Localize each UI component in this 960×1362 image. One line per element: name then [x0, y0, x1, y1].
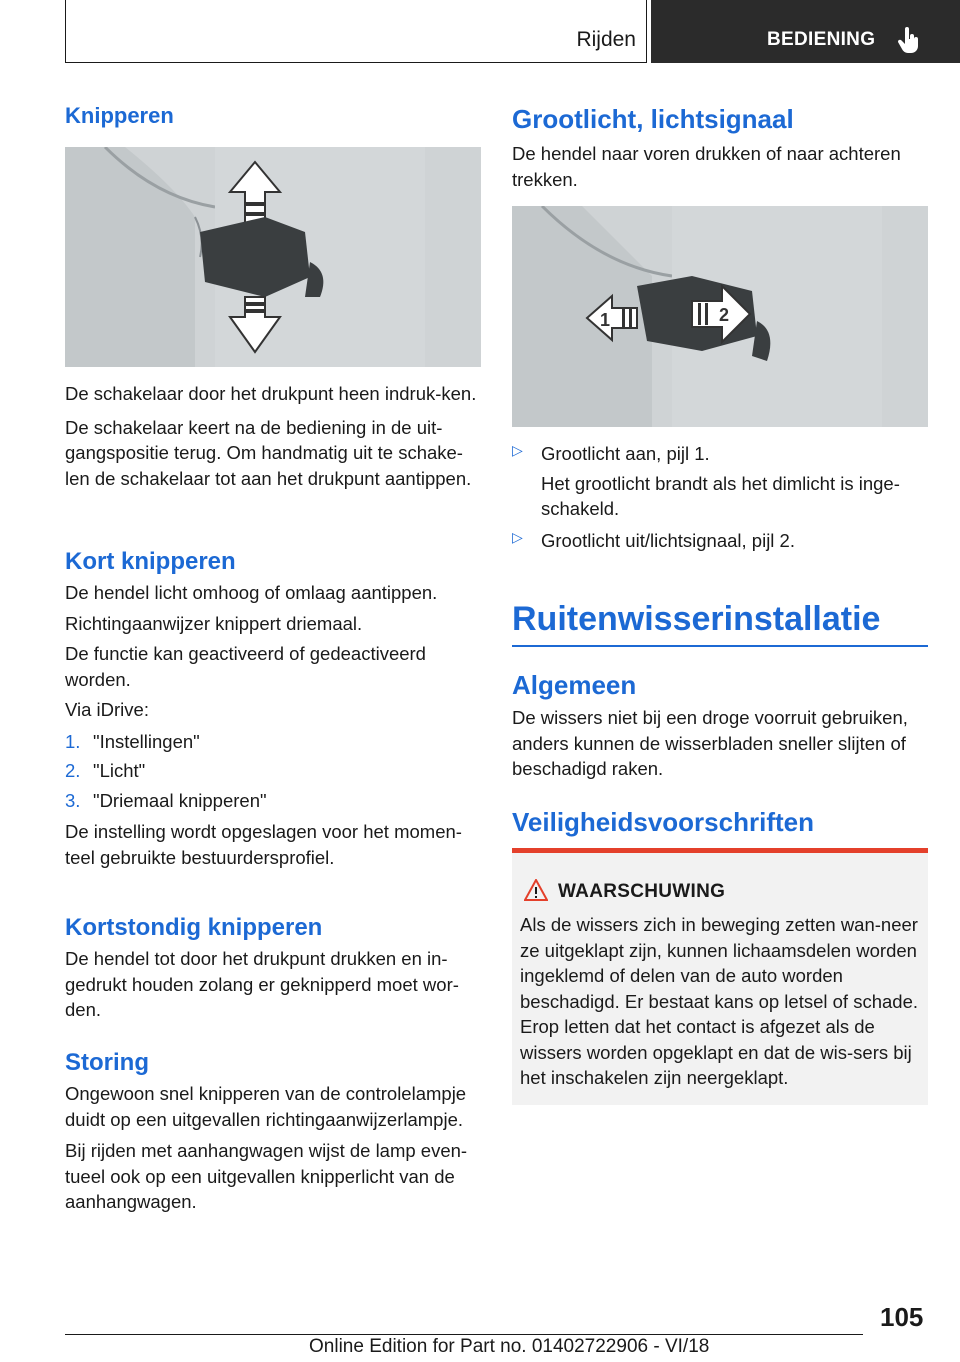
knipperen-heading: Knipperen — [65, 103, 174, 128]
storing-paragraph-1: Ongewoon snel knipperen van de controlelampje duidt op een uitgevallen richtingaanwijzerlampje. — [65, 1083, 467, 1130]
triangle-bullet-icon: ▷ — [512, 442, 523, 458]
kort-paragraph-3: De functie kan geactiveerd of gedeactiveerd worden. — [65, 643, 426, 690]
step-text: "Instellingen" — [93, 730, 200, 752]
header-chapter-label: BEDIENING — [767, 29, 876, 50]
arrow-label-1: 1 — [600, 310, 611, 330]
footer-rule — [65, 1334, 863, 1335]
knipperen-paragraph-2: De schakelaar keert na de bediening in de uit-gangspositie terug. Om handmatig uit te schake-len de schakelaar tot aan het drukpunt aantippen. — [65, 416, 472, 489]
kortstondig-heading: Kortstondig knipperen — [65, 914, 323, 941]
warning-text: Als de wissers zich in beweging zetten wan-neer ze uitgeklapt zijn, kunnen lichaamsdelen worden ingeklemd of delen van de auto worden beschadigd. Er bestaat kans op letsel of schade. Erop letten dat het contact is afgezet als de wissers worden opgeklapt en dat de wis-sers bij het inschakelen zijn neergeklapt. — [520, 914, 919, 1088]
kortstondig-paragraph-1: De hendel tot door het drukpunt drukken en in-gedrukt houden zolang er geknipperd moet wor-den. — [65, 948, 459, 1020]
veiligheid-heading: Veiligheidsvoorschriften — [512, 807, 814, 837]
kort-paragraph-1: De hendel licht omhoog of omlaag aantippen. — [65, 582, 438, 603]
turn-signal-figure — [65, 147, 481, 367]
step-number: 2. — [65, 760, 81, 781]
triangle-bullet-icon: ▷ — [512, 528, 523, 545]
bullet-subtext: Het grootlicht brandt als het dimlicht is inge-schakeld. — [541, 472, 900, 519]
kort-paragraph-5: De instelling wordt opgeslagen voor het momen-teel gebruikte bestuurdersprofiel. — [65, 821, 462, 868]
kort-knipperen-heading: Kort knipperen — [65, 548, 236, 575]
arrow-label-2: 2 — [719, 305, 730, 325]
step-number: 3. — [65, 789, 81, 811]
storing-heading: Storing — [65, 1049, 149, 1076]
list-item — [512, 441, 928, 522]
list-item — [65, 788, 481, 814]
warning-title: WAARSCHUWING — [558, 881, 726, 902]
high-beam-bullets — [512, 441, 928, 553]
header-chapter-box — [651, 0, 960, 63]
algemeen-paragraph-1: De wissers niet bij een droge voorruit gebruiken, anders kunnen de wisserbladen sneller slijten of beschadigd raken. — [512, 707, 908, 779]
kort-paragraph-4: Via iDrive: — [65, 699, 149, 720]
footer-edition: Online Edition for Part no. 01402722906 - VI/18 — [309, 1336, 710, 1357]
list-item — [65, 729, 481, 755]
header-section-box — [65, 0, 647, 63]
high-beam-illustration — [512, 206, 928, 427]
step-text: "Licht" — [93, 760, 146, 781]
ruitenwisser-heading: Ruitenwisserinstallatie — [512, 600, 881, 638]
kort-paragraph-2: Richtingaanwijzer knippert driemaal. — [65, 612, 363, 634]
idrive-steps-list — [65, 729, 481, 814]
grootlicht-paragraph-1: De hendel naar voren drukken of naar achteren trekken. — [512, 143, 901, 190]
storing-paragraph-2: Bij rijden met aanhangwagen wijst de lamp even-tueel ook op een uitgevallen knipperlicht van de aanhangwagen. — [65, 1140, 468, 1212]
algemeen-heading: Algemeen — [512, 670, 637, 700]
step-number: 1. — [65, 730, 81, 752]
bullet-text: Grootlicht aan, pijl 1. — [541, 443, 710, 464]
heading-rule — [512, 645, 928, 647]
header-section-label: Rijden — [576, 28, 636, 51]
grootlicht-heading: Grootlicht, lichtsignaal — [512, 104, 794, 134]
bullet-text: Grootlicht uit/lichtsignaal, pijl 2. — [541, 529, 795, 551]
high-beam-figure — [512, 206, 928, 427]
step-text: "Driemaal knipperen" — [93, 789, 267, 811]
hand-pointer-icon — [895, 26, 923, 54]
warning-triangle-icon — [524, 879, 548, 901]
list-item — [65, 758, 481, 784]
warning-box — [512, 848, 928, 1105]
page-number: 105 — [880, 1302, 924, 1332]
list-item — [512, 528, 928, 554]
turn-signal-illustration — [65, 147, 481, 367]
knipperen-paragraph-1: De schakelaar door het drukpunt heen indruk-ken. — [65, 383, 477, 404]
